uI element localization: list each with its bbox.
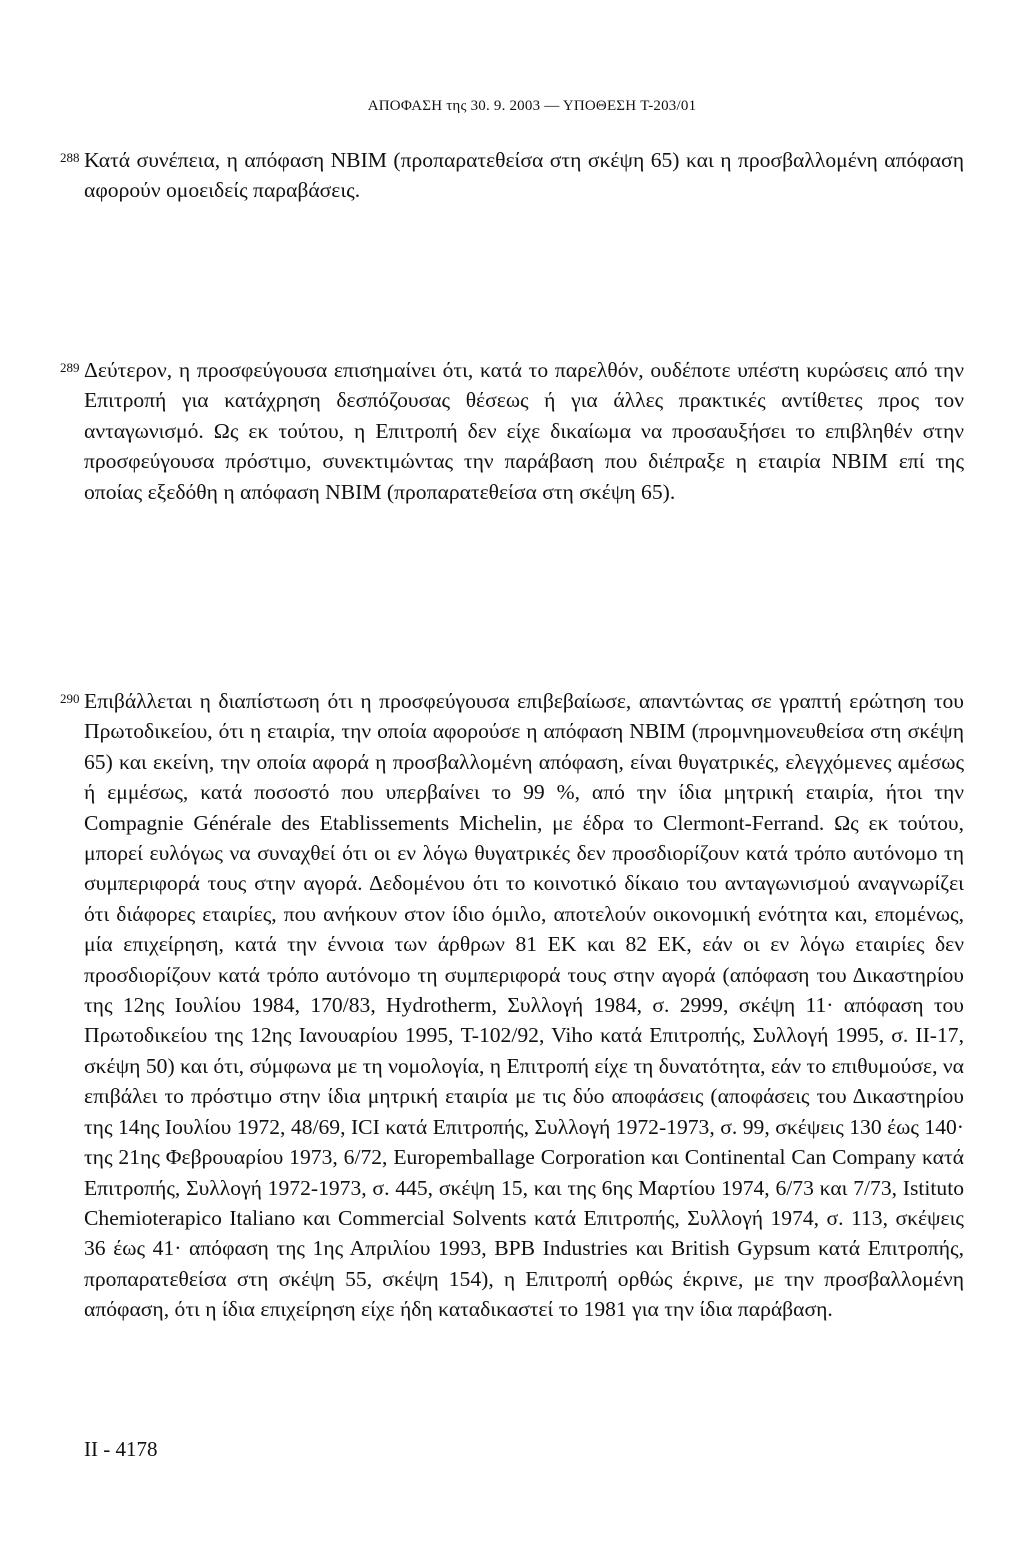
paragraph-288 [60, 145, 964, 206]
paragraph-289 [60, 355, 964, 507]
paragraph-number: 289 [60, 360, 80, 375]
page-number: II - 4178 [84, 1437, 158, 1461]
running-head: ΑΠΟΦΑΣΗ της 30. 9. 2003 — ΥΠΟΘΕΣΗ T-203/01 [367, 98, 697, 114]
paragraph-text: Κατά συνέπεια, η απόφαση NBIM (προπαρατεθείσα στη σκέψη 65) και η προσβαλλομένη απόφαση αφορούν ομοειδείς παραβάσεις. [84, 148, 964, 203]
paragraph-number: 288 [60, 150, 80, 165]
paragraph-290 [60, 686, 964, 1325]
paragraph-text: Δεύτερον, η προσφεύγουσα επισημαίνει ότι, κατά το παρελθόν, ουδέποτε υπέστη κυρώσεις από την Επιτροπή για κατάχρηση δεσπόζουσας θέσεως ή για άλλες πρακτικές αντίθετες προς τον ανταγωνισμό. Ως εκ τούτου, η Επιτροπή δεν είχε δικαίωμα να προσαυξήσει το επιβληθέν στην προσφεύγουσα πρόστιμο, συνεκτιμώντας την παράβαση που διέπραξε η εταιρία NBIM επί της οποίας εξεδόθη η απόφαση NBIM (προπαρατεθείσα στη σκέψη 65). [84, 358, 964, 504]
paragraph-number: 290 [60, 691, 80, 706]
paragraph-text: Επιβάλλεται η διαπίστωση ότι η προσφεύγουσα επιβεβαίωσε, απαντώντας σε γραπτή ερώτηση του Πρωτοδικείου, ότι η εταιρία, την οποία αφορούσε η απόφαση NBIM (προμνημονευθείσα στη σκέψη 65) και εκείνη, την οποία αφορά η προσβαλλομένη απόφαση, είναι θυγατρικές, ελεγχόμενες αμέσως ή εμμέσως, κατά ποσοστό που υπερβαίνει το 99 %, από την ίδια μητρική εταιρία, ήτοι την Compagnie Générale des Etablissements Michelin, με έδρα το Clermont-Ferrand. Ως εκ τούτου, μπορεί ευλόγως να συναχθεί ότι οι εν λόγω θυγατρικές δεν προσδιορίζουν κατά τρόπο αυτόνομο τη συμπεριφορά τους στην αγορά. Δεδομένου ότι το κοινοτικό δίκαιο του ανταγωνισμού αναγνωρίζει ότι διάφορες εταιρίες, που ανήκουν στον ίδιο όμιλο, αποτελούν οικονομική ενότητα και, επομένως, μία επιχείρηση, κατά την έννοια των άρθρων 81 ΕΚ και 82 ΕΚ, εάν οι εν λόγω εταιρίες δεν προσδιορίζουν κατά τρόπο αυτόνομο τη συμπεριφορά τους στην αγορά (απόφαση του Δικαστηρίου της 12ης Ιουλίου 1984, 170/83, Hydrotherm, Συλλογή 1984, σ. 2999, σκέψη 11· απόφαση του Πρωτοδικείου της 12ης Ιανουαρίου 1995, T-102/92, Viho κατά Επιτροπής, Συλλογή 1995, σ. II-17, σκέψη 50) και ότι, σύμφωνα με τη νομολογία, η Επιτροπή είχε τη δυνατότητα, εάν το επιθυμούσε, να επιβάλει το πρόστιμο στην ίδια μητρική εταιρία με τις δύο αποφάσεις (αποφάσεις του Δικαστηρίου της 14ης Ιουλίου 1972, 48/69, ICI κατά Επιτροπής, Συλλογή 1972-1973, σ. 99, σκέψεις 130 έως 140· της 21ης Φεβρουαρίου 1973, 6/72, Europemballage Corporation και Continental Can Company κατά Επιτροπής, Συλλογή 1972-1973, σ. 445, σκέψη 15, και της 6ης Μαρτίου 1974, 6/73 και 7/73, Istituto Chemioterapico Italiano και Commercial Solvents κατά Επιτροπής, Συλλογή 1974, σ. 113, σκέψεις 36 έως 41· απόφαση της 1ης Απριλίου 1993, BPB Industries και British Gypsum κατά Επιτροπής, προπαρατεθείσα στη σκέψη 55, σκέψη 154), η Επιτροπή ορθώς έκρινε, με την προσβαλλομένη απόφαση, ότι η ίδια επιχείρηση είχε ήδη καταδικαστεί το 1981 για την ίδια παράβαση. [84, 689, 964, 1322]
